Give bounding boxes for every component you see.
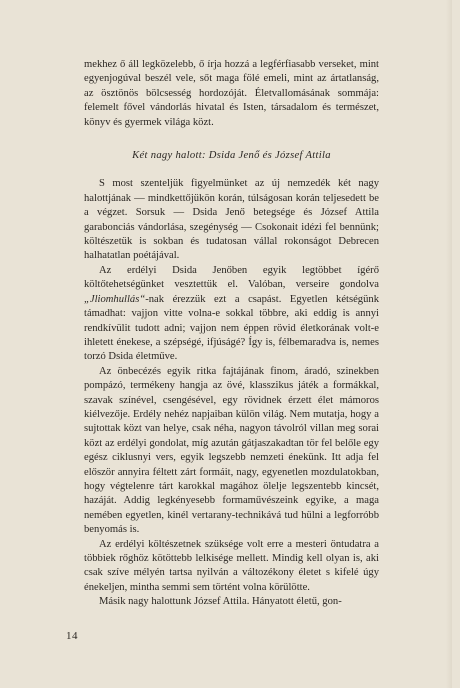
paragraph: Az erdélyi költészetnek szüksége volt erre a mesteri öntudatra a többiek rőghöz kötöttebb lelkisége mellett. Mindig kell olyan is, aki csak szíve mélyén tartsa nyilván a változékony életet s kifelé úgy énekeljen, mintha semmi sem történt volna körülötte. [84, 538, 379, 593]
section-heading [84, 149, 379, 163]
paragraph: S most szenteljük figyelmünket az új nemzedék két nagy halottjának — mindkettőjükön korán, túlságosan korán teljesedett be a végzet. Sorsuk — Dsida Jenő betegsége és József Attila garabonciás vándorlása, szegénység — Csokonait idézi fel bennünk; költészetük is sokban és tudatosan vállal rokonságot Debrecen halhatatlan poétájával. [84, 178, 379, 262]
body-text [84, 58, 379, 610]
paragraph [84, 264, 379, 365]
quoted-title: „Jliomhullás“ [84, 293, 146, 305]
paragraph: Az önbecézés egyik ritka fajtájának finom, áradó, szinekben pompázó, termékeny hangja az övé, klasszikus játék a formákkal, szavak színével, csengésével, egy rövidnek érzett élet mámoros kiélvezője. Erdély nehéz napjaiban külön világ. Nem mutatja, hogy a sujtottak közt van helye, csak néha, nagyon távolról villan meg sorai közt az erdélyi gondolat, míg azután gátjaszakadtan tör fel belőle egy egész ciklusnyi vers, egyik legszebb nemzeti énekünk. Itt adja fel először annyira féltett zárt formáit, nagy, egyenetlen mozdulatokban, hogy végtelenre tárt karokkal magához ölelje legszentebb kincsét, hazáját. Addig legkényesebb formaművészeink egyike, a maga nemében egyetlen, kinél vertarany-technikává tud hülni a legforróbb benyomás is. [84, 365, 379, 536]
paragraph: Másik nagy halottunk József Attila. Hányatott életű, gon- [99, 596, 342, 608]
paragraph-text: Az erdélyi Dsida Jenőben egyik legtöbbet ígérő költőtehetségünket vesztettük el. Valóban, verseire gondolva [84, 264, 379, 291]
page-edge-shading [446, 0, 452, 688]
section-heading-names: Dsida Jenő és József Attila [208, 150, 331, 162]
paragraph: mekhez ő áll legközelebb, ő írja hozzá a legférfiasabb verseket, mint egyenjogúval beszél vele, sőt maga fölé emeli, mint az ártatlanság, az ösztönös bölcsesség hordozóját. Életvallomásának sommája: felemelt fővel vándorlás hivatal és Isten, társadalom és természet, könyv és gyermek világa közt. [84, 59, 379, 128]
page-number: 14 [66, 630, 78, 642]
section-heading-prefix: Két nagy halott: [132, 150, 209, 162]
paragraph-text: -nak érezzük ezt a csapást. Egyetlen kétségünk támadhat: vajjon vitte volna-e sokkal többre, aki eddig is annyi rendkívülit tudott adni; vajjon nem éppen rövid életkorának volt-e ihletett énekese, a szépségé, ifjúságé? Így is, félbemaradva is, nemes torzó Dsida életműve. [84, 293, 379, 363]
